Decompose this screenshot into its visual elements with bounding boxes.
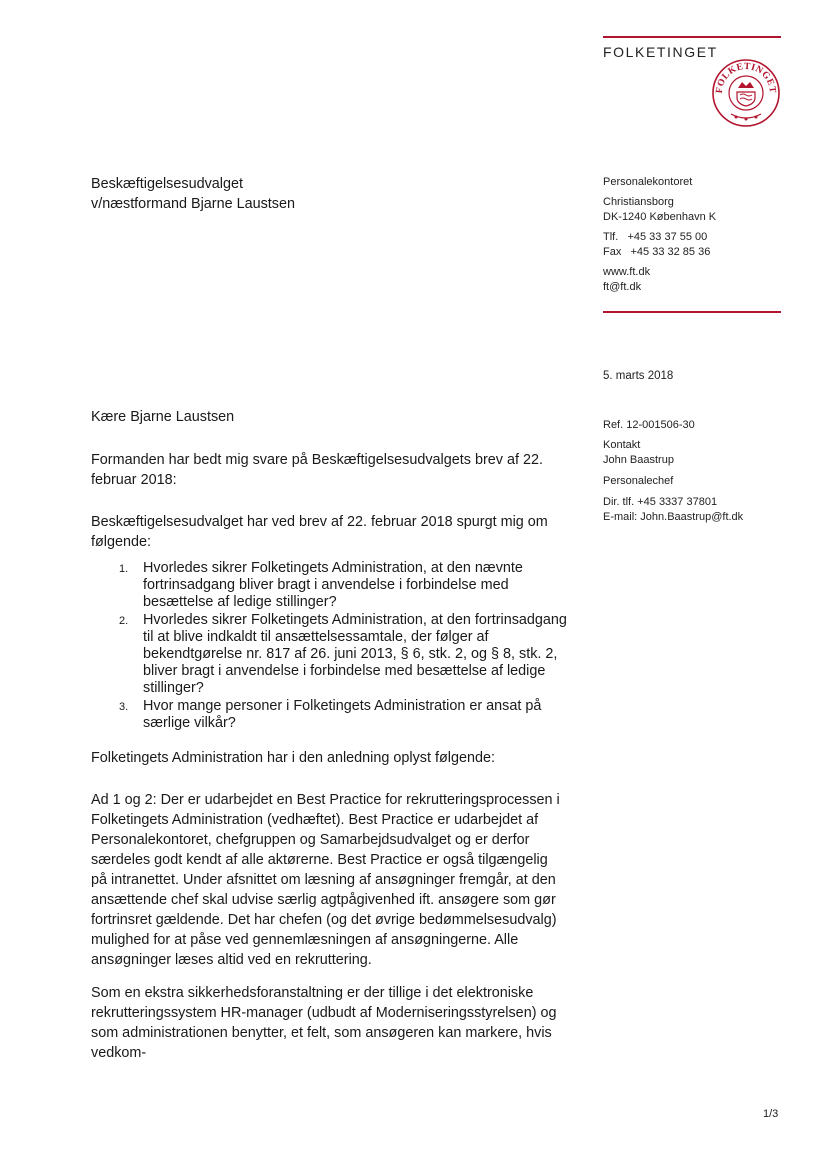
sender-phone-block	[603, 230, 710, 260]
paragraph-1: Formanden har bedt mig svare på Beskæftigelsesudvalgets brev af 22. februar 2018:	[91, 452, 543, 488]
paragraph-3: Folketingets Administration har i den anledning oplyst følgende:	[91, 750, 495, 766]
sender-office: Personalekontoret	[603, 176, 693, 188]
question-list	[91, 560, 571, 734]
list-item	[91, 612, 571, 696]
paragraph-4: Ad 1 og 2: Der er udarbejdet en Best Practice for rekrutteringsprocessen i Folketingets Administration (vedhæftet). Best Practice er udarbejdet af Personalekontoret, chefgruppen og Samarbejdsudvalget og er derfor særdeles godt kendt af alle aktørerne. Best Practice er også tilgængelig på intranettet. Under afsnittet om læsning af ansøgninger fremgår, at den ansættende chef skal udvise særlig agtpågivenhed ift. ansøgere som gør fortrinsret gældende. Det har chefen (og det øvrige bedømmelsesudvalg) mulighed for at påse ved gennemlæsningen af ansøgningerne. Alle ansøgninger læses altid ved en rekruttering.	[91, 792, 560, 968]
header-rule	[603, 36, 781, 38]
sender-online	[603, 265, 650, 295]
folketinget-seal-icon	[711, 58, 781, 128]
contact-details	[603, 495, 743, 525]
seal-text: FOLKETINGET	[714, 61, 778, 94]
question-number: 3.	[119, 701, 129, 714]
sender-web-link[interactable]: www.ft.dk	[603, 266, 651, 278]
contact-block	[603, 438, 674, 468]
sender-address	[603, 195, 716, 225]
contact-title: Personalechef	[603, 475, 674, 487]
question-number: 1.	[119, 563, 129, 575]
question-text: Hvorledes sikrer Folketingets Administration, at den fortrinsadgang til at blive indkaldt til ansættelsessamtale, der følger af bekendtgørelse nr. 817 af 26. juni 2013, § 6, stk. 2, og § 8, stk. 2, bliver bragt i anvendelse i forbindelse med besættelse af ledige stillinger?	[143, 612, 567, 696]
paragraph-5: Som en ekstra sikkerhedsforanstaltning er der tillige i det elektroniske rekrutteringssystem HR-manager (udbudt af Moderniseringsstyrelsen) og som administrationen benytter, et felt, som ansøgeren kan markere, hvis vedkom-	[91, 985, 557, 1061]
sender-address-line2: DK-1240 København K	[603, 211, 717, 223]
page-number: 1/3	[763, 1108, 779, 1120]
sender-fax: Fax +45 33 32 85 36	[603, 246, 711, 258]
sender-email-link[interactable]: ft@ft.dk	[603, 281, 642, 293]
question-text: Hvorledes sikrer Folketingets Administration, at den nævnte fortrinsadgang bliver bragt i anvendelse i forbindelse med besættelse af ledige stillinger?	[143, 560, 523, 610]
contact-email-link[interactable]: E-mail: John.Baastrup@ft.dk	[603, 511, 744, 523]
list-item	[91, 698, 571, 732]
contact-label: Kontakt	[603, 439, 641, 451]
sender-address-line1: Christiansborg	[603, 196, 674, 208]
letter-date: 5. marts 2018	[603, 370, 674, 382]
recipient-line2: v/næstformand Bjarne Laustsen	[91, 196, 295, 212]
reference-number: Ref. 12-001506-30	[603, 419, 695, 431]
sender-phone: Tlf. +45 33 37 55 00	[603, 231, 708, 243]
sender-rule	[603, 311, 781, 313]
salutation: Kære Bjarne Laustsen	[91, 409, 235, 425]
recipient-address	[91, 174, 295, 214]
question-text: Hvor mange personer i Folketingets Administration er ansat på særlige vilkår?	[143, 698, 542, 732]
list-item	[91, 560, 571, 610]
paragraph-2: Beskæftigelsesudvalget har ved brev af 22. februar 2018 spurgt mig om følgende:	[91, 514, 548, 550]
contact-direct-phone: Dir. tlf. +45 3337 37801	[603, 496, 718, 508]
contact-name: John Baastrup	[603, 454, 674, 466]
recipient-line1: Beskæftigelsesudvalget	[91, 176, 243, 192]
question-number: 2.	[119, 615, 129, 628]
svg-text:FOLKETINGET	[715, 62, 777, 94]
brand-name: FOLKETINGET	[603, 44, 718, 60]
